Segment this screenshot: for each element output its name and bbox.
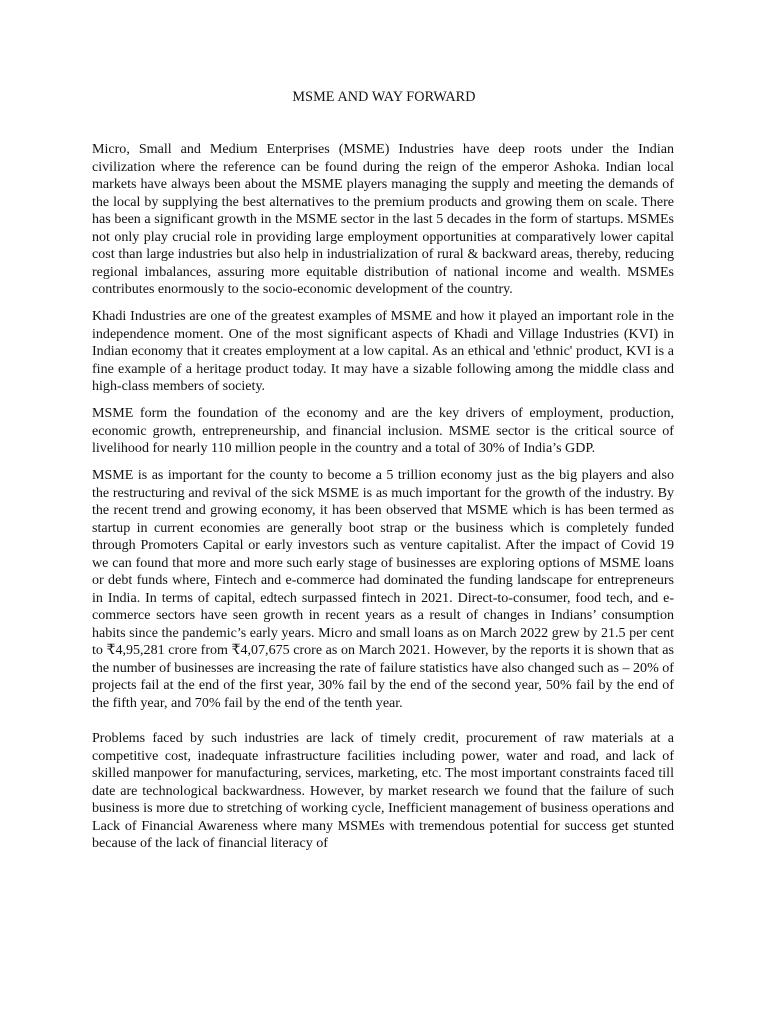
paragraph-problems-faced: Problems faced by such industries are lack of timely credit, procurement of raw materials at a competitive cost, inadequate infrastructure facilities including power, water and road, and lack of skilled manpower for manufacturing, services, marketing, etc. The most important constraints faced till date are technological backwardness. However, by market research we found that the failure of such business is more due to stretching of working cycle, Inefficient management of business operations and Lack of Financial Awareness where many MSMEs with tremendous potential for success get stunted because of the lack of financial literacy of — [92, 730, 674, 851]
document-body — [92, 141, 674, 853]
paragraph-msme-intro: Micro, Small and Medium Enterprises (MSME) Industries have deep roots under the Indian civilization where the reference can be found during the reign of the emperor Ashoka. Indian local markets have always been about the MSME players managing the supply and meeting the demands of the local by supplying the best alternatives to the premium products and growing them on scale. There has been a significant growth in the MSME sector in the last 5 decades in the form of startups. MSMEs not only play crucial role in providing large employment opportunities at comparatively lower capital cost than large industries but also help in industrialization of rural & backward areas, thereby, reducing regional imbalances, assuring more equitable distribution of national income and wealth. MSMEs contributes enormously to the socio-economic development of the country. — [92, 141, 674, 297]
paragraph-msme-economy: MSME is as important for the county to become a 5 trillion economy just as the big players and also the restructuring and revival of the sick MSME is as much important for the growth of the industry. By the recent trend and growing economy, it has been observed that MSME which is has been termed as startup in current economies are generally boot strap or the business which is completely funded through Promoters Capital or early investors such as venture capitalist. After the impact of Covid 19 we can found that more and more such early stage of businesses are exploring options of MSME loans or debt funds where, Fintech and e-commerce had dominated the funding landscape for entrepreneurs in India. In terms of capital, edtech surpassed fintech in 2021. Direct-to-consumer, food tech, and e-commerce sectors have seen growth in recent years as a result of changes in Indians’ consumption habits since the pandemic’s early years. Micro and small loans as on March 2022 grew by 21.5 per cent to ₹4,95,281 crore from ₹4,07,675 crore as on March 2021. However, by the reports it is shown that as the number of businesses are increasing the rate of failure statistics have also changed such as – 20% of projects fail at the end of the first year, 30% fail by the end of the second year, 50% fail by the end of the fifth year, and 70% fail by the end of the tenth year. — [92, 467, 674, 711]
document-title: MSME AND WAY FORWARD — [292, 89, 476, 105]
paragraph-msme-foundation: MSME form the foundation of the economy and are the key drivers of employment, production, economic growth, entrepreneurship, and financial inclusion. MSME sector is the critical source of livelihood for nearly 110 million people in the country and a total of 30% of India’s GDP. — [92, 405, 674, 456]
paragraph-khadi-industries: Khadi Industries are one of the greatest examples of MSME and how it played an important role in the independence moment. One of the most significant aspects of Khadi and Village Industries (KVI) in Indian economy that it creates employment at a low capital. As an ethical and 'ethnic' product, KVI is a fine example of a heritage product today. It may have a sizable following among the middle class and high-class members of society. — [92, 308, 674, 394]
